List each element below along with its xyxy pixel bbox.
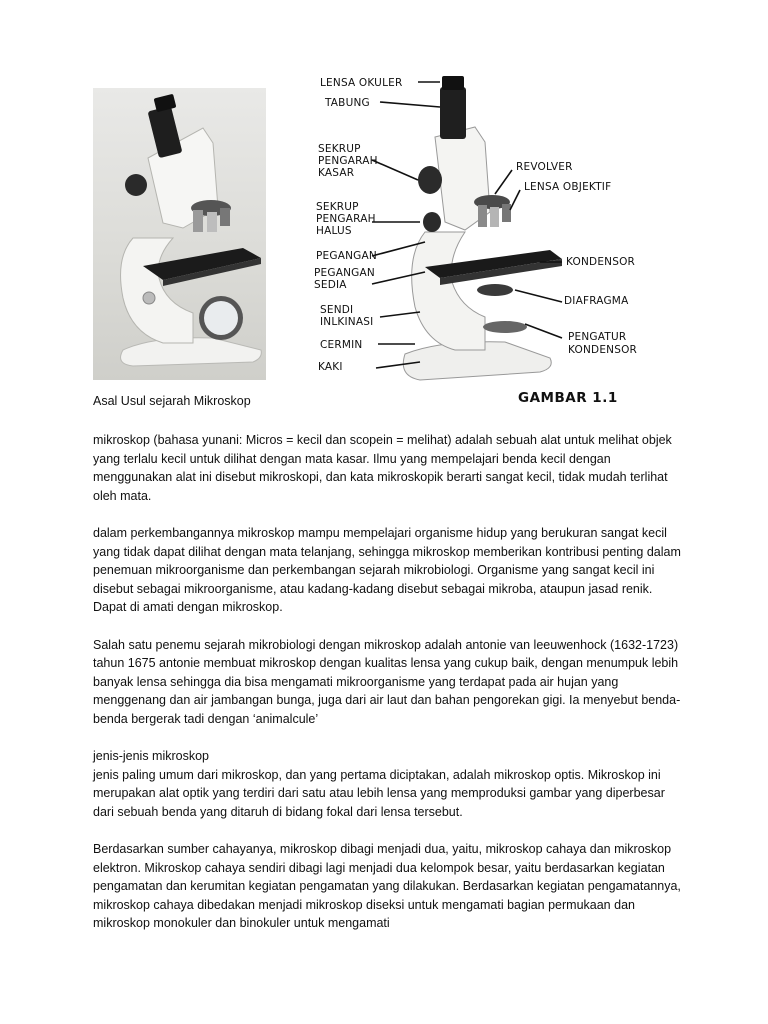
diagram-title: GAMBAR 1.1 xyxy=(518,390,618,406)
paragraph-light-source: Berdasarkan sumber cahayanya, mikroskop dibagi menjadi dua, yaitu, mikroskop cahaya dan mikroskop elektron. Mikroskop cahaya sendiri dibagi lagi menjadi dua kelompok besar, yaitu berdasarkan kegiatan pengamatan dan kerumitan kegiatan pengamatan yang dilakukan. Berdasarkan kegiatan pengamatannya, mikroskop cahaya dibedakan menjadi mikroskop diseksi untuk mengamati bagian permukaan dan mikroskop monokuler dan binokuler untuk mengamati xyxy=(93,842,681,931)
paragraph-development: dalam perkembangannya mikroskop mampu mempelajari organisme hidup yang berukuran sangat kecil yang tidak dapat dilihat dengan mata telanjang, sehingga mikroskop memberikan kontribusi penting dalam penemuan mikroorganisme dan perkembangan sejarah mikrobiologi. Organisme yang sangat kecil ini disebut sebagai mikroorganisme, atau kadang-kadang disebut sebagai mikroba, ataupun jasad renik. Dapat di amati dengan mikroskop. xyxy=(93,525,681,615)
label-pengatur-1: PENGATUR xyxy=(568,331,627,343)
paragraph-definition: mikroskop (bahasa yunani: Micros = kecil dan scopein = melihat) adalah sebuah alat untuk melihat objek yang terlalu kecil untuk dilihat dengan mata kasar. Ilmu yang mempelajari benda kecil dengan menggunakan alat ini disebut mikroskopi, dan kata mikroskopik berarti sangat kecil, tidak mudah terlihat oleh mata. xyxy=(93,433,672,503)
label-diafragma: DIAFRAGMA xyxy=(564,295,629,307)
label-sekrup-halus-2: PENGARAH xyxy=(316,213,376,225)
label-sekrup-kasar-3: KASAR xyxy=(318,167,355,179)
label-sendi-2: INLKINASI xyxy=(320,316,374,328)
label-sekrup-halus-3: HALUS xyxy=(316,225,352,237)
label-cermin: CERMIN xyxy=(320,339,363,351)
label-lensa-okuler: LENSA OKULER xyxy=(320,77,403,89)
section-heading-types: jenis-jenis mikroskop xyxy=(93,749,210,764)
label-kondensor: KONDENSOR xyxy=(566,256,636,268)
label-sekrup-halus-1: SEKRUP xyxy=(316,201,359,213)
microscope-photo xyxy=(93,88,266,380)
label-pengatur-2: KONDENSOR xyxy=(568,344,638,356)
microscope-illustration xyxy=(403,76,562,380)
label-kaki: KAKI xyxy=(318,361,343,373)
label-sekrup-kasar-1: SEKRUP xyxy=(318,143,361,155)
label-sekrup-kasar-2: PENGARAH xyxy=(318,155,378,167)
label-tabung: TABUNG xyxy=(325,97,370,109)
label-sendi-1: SENDI xyxy=(320,304,354,316)
label-pegangan-sedia-1: PEGANGAN xyxy=(314,267,375,279)
label-revolver: REVOLVER xyxy=(516,161,573,173)
paragraph-optical: jenis paling umum dari mikroskop, dan yang pertama diciptakan, adalah mikroskop optis. Mikroskop ini merupakan alat optik yang terdiri dari satu atau lebih lensa yang memproduksi gambar yang diperbesar dari sebuah benda yang ditaruh di bidang fokal dari lensa tersebut. xyxy=(93,767,665,819)
label-lensa-objektif: LENSA OBJEKTIF xyxy=(524,181,612,193)
document-body xyxy=(93,431,683,933)
caption: Asal Usul sejarah Mikroskop xyxy=(93,394,251,408)
label-pegangan: PEGANGAN xyxy=(316,250,377,262)
paragraph-leeuwenhoek: Salah satu penemu sejarah mikrobiologi dengan mikroskop adalah antonie van leeuwenhock (1632-1723) tahun 1675 antonie membuat mikroskop dengan kualitas lensa yang cukup baik, dengan menumpuk lebih banyak lensa sehingga dia bisa mengamati mikroorganisme yang terdapat pada air hujan yang menggenang dan air jambangan bunga, juga dari air laut dan bahan pengorekan gigi. Ia menyebut benda-benda bergerak tadi dengan ‘animalcule’ xyxy=(93,637,681,726)
label-pegangan-sedia-2: SEDIA xyxy=(314,279,347,291)
microscope-diagram xyxy=(300,62,672,412)
